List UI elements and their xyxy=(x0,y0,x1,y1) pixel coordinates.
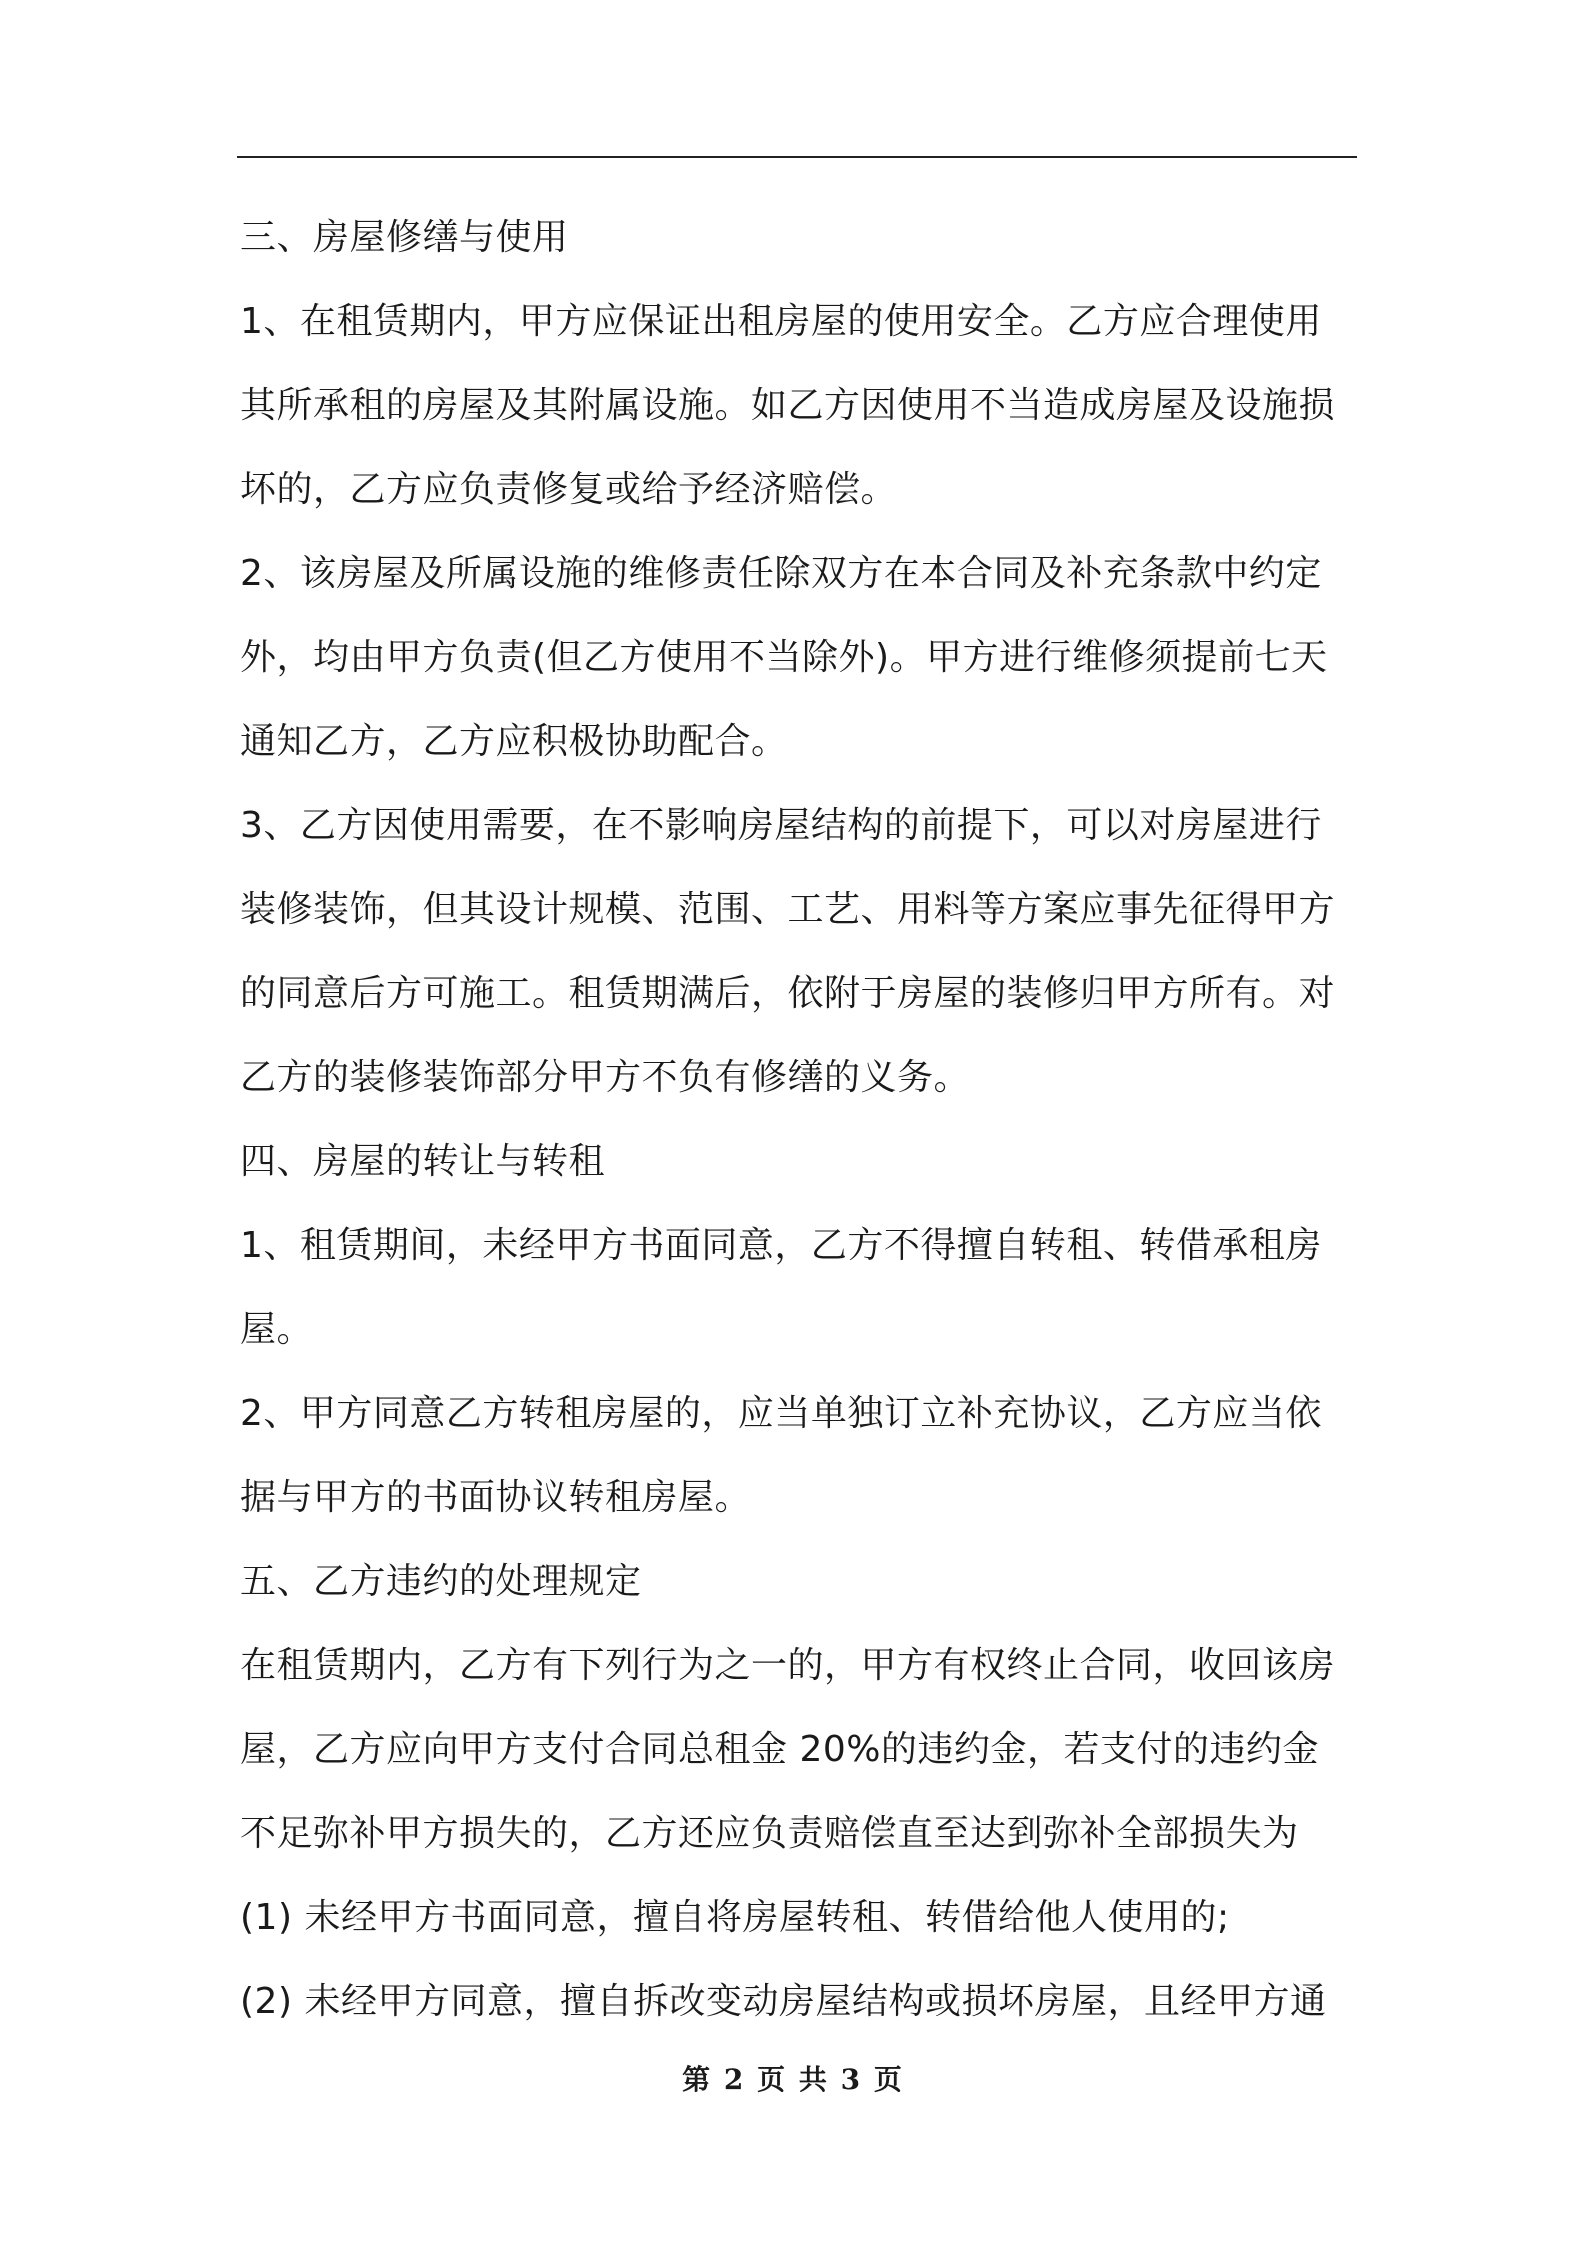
text-line: 坏的，乙方应负责修复或给予经济赔偿。 xyxy=(240,469,898,510)
text-line: (2) 未经甲方同意，擅自拆改变动房屋结构或损坏房屋，且经甲方通 xyxy=(240,1981,1327,2022)
text-line: 据与甲方的书面协议转租房屋。 xyxy=(240,1477,752,1518)
text-line: 1、在租赁期内，甲方应保证出租房屋的使用安全。乙方应合理使用 xyxy=(240,301,1322,342)
text-line: 其所承租的房屋及其附属设施。如乙方因使用不当造成房屋及设施损 xyxy=(240,385,1336,426)
text-line: 乙方的装修装饰部分甲方不负有修缮的义务。 xyxy=(240,1057,971,1098)
text-line: 的同意后方可施工。租赁期满后，依附于房屋的装修归甲方所有。对 xyxy=(240,973,1336,1014)
text-line: 不足弥补甲方损失的，乙方还应负责赔偿直至达到弥补全部损失为 xyxy=(240,1813,1299,1854)
text-line: 装修装饰，但其设计规模、范围、工艺、用料等方案应事先征得甲方 xyxy=(240,889,1336,930)
header-rule xyxy=(237,156,1357,158)
text-line: 屋，乙方应向甲方支付合同总租金 20%的违约金，若支付的违约金 xyxy=(240,1729,1319,1770)
document-body xyxy=(240,196,1360,2044)
text-line: (1) 未经甲方书面同意，擅自将房屋转租、转借给他人使用的; xyxy=(240,1897,1230,1938)
text-line: 在租赁期内，乙方有下列行为之一的，甲方有权终止合同，收回该房 xyxy=(240,1645,1336,1686)
section-heading-repair: 三、房屋修缮与使用 xyxy=(240,217,569,258)
text-line: 2、该房屋及所属设施的维修责任除双方在本合同及补充条款中约定 xyxy=(240,553,1322,594)
text-line: 通知乙方，乙方应积极协助配合。 xyxy=(240,721,788,762)
text-line: 3、乙方因使用需要，在不影响房屋结构的前提下，可以对房屋进行 xyxy=(240,805,1322,846)
text-line: 1、租赁期间，未经甲方书面同意，乙方不得擅自转租、转借承租房 xyxy=(240,1225,1322,1266)
section-heading-breach: 五、乙方违约的处理规定 xyxy=(240,1561,642,1602)
text-line: 2、甲方同意乙方转租房屋的，应当单独订立补充协议，乙方应当依 xyxy=(240,1393,1322,1434)
text-line: 外，均由甲方负责(但乙方使用不当除外)。甲方进行维修须提前七天 xyxy=(240,637,1328,678)
page-footer: 第 2 页 共 3 页 xyxy=(682,2063,904,2096)
text-line: 屋。 xyxy=(240,1309,314,1350)
section-heading-transfer: 四、房屋的转让与转租 xyxy=(240,1141,606,1182)
